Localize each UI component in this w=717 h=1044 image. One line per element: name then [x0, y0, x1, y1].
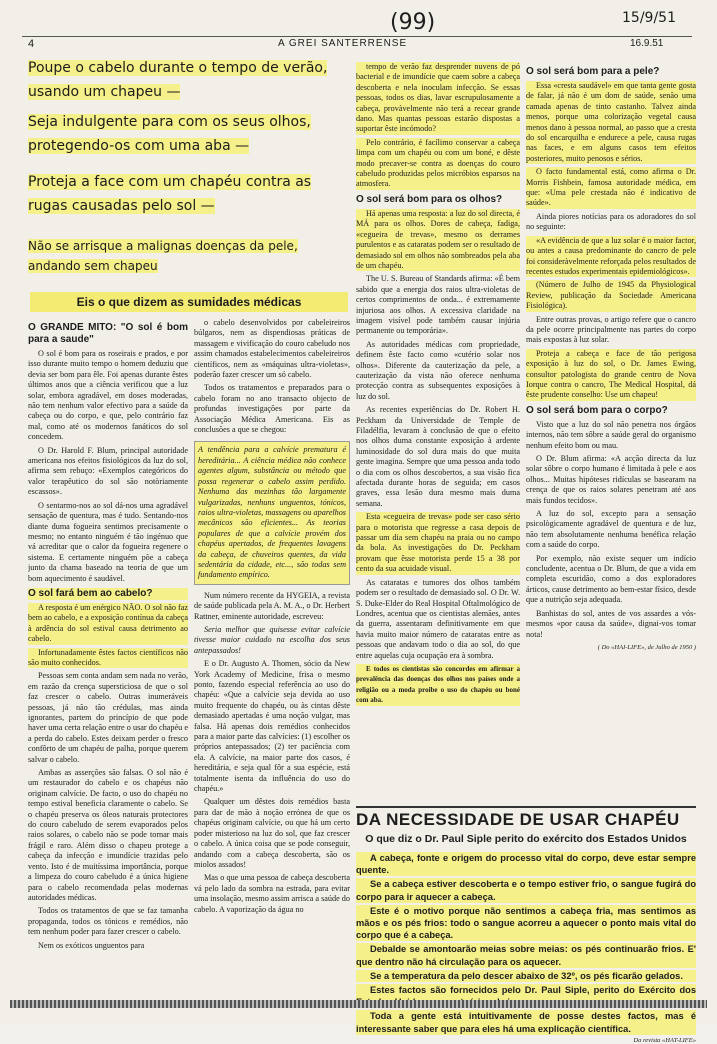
- heading-hair: O sol fará bem ao cabelo?: [28, 588, 188, 600]
- issue-date: 16.9.51: [630, 38, 664, 49]
- paragraph: Há apenas uma resposta: a luz do sol directa, é MÁ para os olhos. Dores de cabeça, fadiga, «cegueira de trevas», mesmo os derrames purulentos e as cataratas podem ser o resultado de demasiado sol em olhos não sombreados pela aba de um chapéu.: [356, 208, 520, 270]
- handwritten-line-4: Não se arrisque a malignas doenças da pele, andando sem chapeu: [28, 239, 298, 273]
- paragraph: A cabeça, fonte e origem do processo vital do corpo, deve estar sempre quente.: [356, 853, 696, 876]
- heading-skin: O sol será bom para a pele?: [526, 66, 660, 77]
- paragraph: Infortunadamente êstes factos científicos não são muito conhecidos.: [28, 647, 188, 667]
- paragraph: Pessoas sem conta andam sem nada no verão, em razão da crença supersticiosa de que o sol faz crescer o cabelo. Outras inumeráveis pessoas, já não tão crédulas, mas ainda ignorantes, partem do princípio de que pode haver uma certa relação entre o usar do chapéu e a perda do cabelo. Estes deixam perder o fresco confôrto de um chapéu de palha, porque querem salvar o cabelo.: [28, 671, 188, 764]
- newspaper-title: A GREI SANTERRENSE: [278, 38, 408, 49]
- paragraph: As cataratas e tumores dos olhos também podem ser o resultado de demasiado sol. O Dr. W. S. Duke-Elder do Real Hospital Oftalmológico de Londres, acentua que os cientistas alemães, antes da guerra, assentaram definitivamente em que havia muito maior número de cataratas entre as pessoas que andavam todo o dia ao sol, do que entre aquelas cuja ocupação era à sombra.: [356, 577, 520, 660]
- hat-article-subtitle: O que diz o Dr. Paul Siple perito do exército dos Estados Unidos: [365, 833, 687, 845]
- note: E todos os cientistas são concordes em afirmar a prevalência das doenças dos olhos nos países onde a religião ou a moda proibe o uso do chapéu ou boné com aba.: [356, 664, 520, 705]
- handwritten-line-2: Seja indulgente para com os seus olhos, protegendo-os com uma aba —: [28, 114, 311, 154]
- paragraph: Esta «cegueira de trevas» pode ser caso sério para o motorista que regresse a casa depois de passar um dia sem chapéu na praia ou no campo da bola. As investigações do Dr. Peckham provam que êsse motorista perde 15 a 38 por cento da sua acuidade visual.: [356, 512, 520, 574]
- paragraph: Ainda piores notícias para os adoradores do sol no seguinte:: [526, 211, 696, 232]
- paragraph: O Dr. Blum afirma: «A acção directa da luz solar sôbre o corpo humano é limitada à pele e aos olhos... Muitas hipóteses ridículas se basearam na crença de que os raios solares penetram até aos mais fundos tecidos».: [526, 454, 696, 505]
- paragraph: Qualquer um dêstes dois remédios basta para dar de mão à noção errónea de que os chapéus originam calvície, ou que há um certo poder misterioso na luz do sol, que faz crescer o cabelo. A única coisa que se pode conseguir, andando com a cabeça descoberta, são os miolos assados!: [194, 797, 350, 869]
- paragraph: Visto que a luz do sol não penetra nos órgãos internos, não tem sôbre a saúde geral do organismo nenhum efeito bom ou mau.: [526, 419, 696, 450]
- quote: Seria melhor que quisesse evitar calvície tivesse maior cuidado na escolha dos seus antepassados!: [194, 624, 350, 655]
- paragraph: Por exemplo, não existe sequer um indício concludente, acentua o Dr. Blum, de que a vida em completa escuridão, como a dos exploradores árticos, cause detrimento ao bem-estar físico, desde que a nutrição seja adequada.: [526, 553, 696, 605]
- page-number: 4: [28, 38, 35, 50]
- paragraph: (Número de Julho de 1945 da Physiological Review, publicação da Sociedade Americana Fisiológica).: [526, 280, 696, 311]
- paragraph: As autoridades médicas com propriedade, definem êste facto como «cutério solar nos olhos». Diferente da cauterização da pele, a cauterização da vista não oferece nenhuma protecção contra as subsequentes exposições à luz do sol.: [356, 339, 520, 401]
- paragraph: The U. S. Bureau of Standards afirma: «É bem sabido que a energia dos raios ultra-violetas de certos comprimentos de onda... é extremamente injuriosa aos olhos. A excessiva claridade na imagem visível pode também causar injúria permanente ou temporária».: [356, 274, 520, 336]
- paragraph: A resposta é um enérgico NÃO. O sol não faz bem ao cabelo, e a exposição contínua da cabeça à ardência do sol estival causa detrimento ao cabelo.: [28, 602, 188, 644]
- paragraph: Ambas as asserções são falsas. O sol não é um restaurador do cabelo e os chapéus não originam calvície. De facto, o uso do chapéu no tempo estival beneficia claramente o cabelo. Se o chapéu preserva os óleos naturais protectores do couro cabeludo de serem evaporados pelos raios solares, o cabelo não se pode tornar mais frágil e raro. Além disso o chapeu protege a cabeça da infecção e imundície trazidas pelo vento. Isto é de muitíssima importância, porque a limpeza do couro cabeludo é a única higiene para o cabelo recomendada pelas modernas autoridades médicas.: [28, 768, 188, 902]
- paragraph: Todos os tratamentos e preparados para o cabelo foram no ano transacto objecto de profundas investigações por parte da Associação Médica Americana. Eis as conclusões a que se chegou:: [194, 383, 350, 435]
- heading-eyes: O sol será bom para os olhos?: [356, 193, 503, 205]
- paragraph: Mas o que uma pessoa de cabeça descoberta vá pelo lado da sombra na estrada, para evitar uma insolação, mesmo assim arrisca a saúde do cabelo. A vaporização da água no: [194, 873, 350, 914]
- paragraph: tempo de verão faz desprender nuvens de pó bacterial e de imundície que caem sobre a cabeça descoberta e nela inoculam infecção. Se essas pessoas, todos os dias, lavar escrupulosamente a cabeça, provàvelmente não terá a recear grande dano. Mas quantas pessoas estarão dispostas a suportar êste incómodo?: [356, 62, 520, 134]
- handwritten-line-3: Proteja a face com um chapéu contra as rugas causadas pelo sol —: [28, 174, 312, 214]
- paragraph: E o Dr. Augusto A. Thomen, sócio da New York Academy of Medicine, frisa o mesmo ponto, fazendo especial referência ao uso do chapéu: «Que a calvície seja devida ao uso muito frequente do chapéu, ou às cintas dêste demasiado apertadas é uma noção vulgar, mas falsa. Há apenas dois remédios conhecidos para a maior parte das calvícies: (1) escolher os próprios antepassados; (2) ter paciência com ela. A calvície, na maior parte dos casos, é hereditária, e seja qual fôr a sua espécie, está totalmente isenta da influência do uso do chapéu.»: [194, 659, 350, 794]
- archive-stamp-date: 15/9/51: [622, 10, 676, 26]
- paragraph: O Dr. Harold F. Blum, principal autoridade americana nos efeitos fisiológicos da luz do sol, afirma sem rebuço: «Exemplos categóricos do valor terapêutico do sol são notòriamente escassos».: [28, 445, 188, 497]
- paragraph: Toda a gente está intuitivamente de posse destes factos, mas é interessante saber que para eles há uma explicação científica.: [356, 1011, 696, 1034]
- column-2: [194, 318, 350, 998]
- bottom-border: [10, 1000, 707, 1008]
- paragraph: O sentarmo-nos ao sol dá-nos uma agradável sensação de quentura, mas é tudo. Sentando-nos diante duma fogueira sentimos precisamente o mesmo; no entanto ninguém é tão ingénuo que vá acreditar que o calor da fogueira regenere o sistema. E certamente ninguém põe a cabeça junto da chama baseado na teoria de que um bom aquecimento é saudável.: [28, 500, 188, 583]
- handwritten-line-1: Poupe o cabelo durante o tempo de verão, usando um chapeu —: [28, 60, 328, 100]
- paragraph: Nem os exóticos unguentos para: [38, 940, 145, 950]
- paragraph: Todos os tratamentos de que se faz tamanha propaganda, todos os tónicos e remédios, não tem nenhum poder para fazer crescer o cabelo.: [28, 906, 188, 937]
- paragraph: A luz do sol, excepto para a sensação psicològicamente agradável de quentura e de luz, não tem absolutamente nenhuma benéfica relação com a saúde do corpo.: [526, 509, 696, 550]
- paragraph: Proteja a cabeça e face de tão perigosa exposição à luz do sol, o Dr. James Ewing, consultor patologista do grande centro de Nova Iorque contra o cancro, The Medical Hospital, dá êste prudente conselho: Use um chapeu!: [526, 348, 696, 400]
- heading-body: O sol será bom para o corpo?: [526, 404, 668, 416]
- paragraph: o cabelo desenvolvidos por cabeleireiros búlgaros, nem as dispendiosas práticas de massagem e vivificação do couro cabeludo nos assim chamados estabelecimentos cabeleireiros científicos, nem as «máquinas ultra-violetas», poderão fazer crescer um só cabelo.: [194, 318, 350, 380]
- quote-box: A tendência para a calvície prematura é hereditária... A ciência médica não conhece agentes algum, substância ou método que possa regenerar o cabelo assim perdido. Nenhuma das mezinhas tão largamente vulgarizadas, nenhuns unguentos, tónicos, raios ultra-violetas, massagens ou aparelhos mecânicos são eficientes... As teorias populares de que a calvície provém dos chapéus apertados, de frequentes lavagens da cabeça, de chuveiros quentes, da vida sedentária da cidade, etc..., são todas sem fundamento empírico.: [194, 441, 350, 584]
- header-rule: [22, 36, 692, 37]
- paragraph: «A evidência de que a luz solar é o maior factor, ou antes a causa predominante do cancro de pele foi consideràvelmente reforçada pelos resultados de recentes estudos experimentais epidemiológicos».: [526, 235, 696, 276]
- paragraph: O sol é bom para os roseirais e prados, e por isso durante muito tempo o homem deduziu que devia ser bom para êle. Foi apenas durante êstes últimos anos que a ciência verificou que a luz solar, embora agradável, em doses moderadas, não tem nenhum valor efectivo para a saúde da cabeça ou do corpo, e que, pelo contrário faz mal, como até os modernos fanáticos do sol concedem.: [28, 349, 188, 442]
- paragraph: Estes factos são fornecidos pelo Dr. Paul Siple, perito do Exército dos: [356, 984, 696, 1008]
- paragraph: O facto fundamental está, como afirma o Dr. Morris Fishbein, famosa autoridade médica, em que: «Uma pele crestada não é indicativo de saúde».: [526, 167, 696, 208]
- archive-stamp-number: (99): [390, 10, 436, 35]
- column-3: [356, 62, 520, 802]
- section-banner: Eis o que dizem as sumidades médicas: [30, 292, 348, 312]
- hat-article: [356, 806, 696, 1044]
- paragraph: Se a temperatura da pelo descer abaixo de 32º, os pés ficarão gelados.: [356, 970, 696, 982]
- column-4: [526, 62, 696, 802]
- paragraph: Banhistas do sol, antes de vos assardes a vós-mesmos «por causa da saúde», dignai-vos tomar nota!: [526, 608, 696, 639]
- paragraph: Debalde se amontoarão meias sobre meias: os pés continuarão frios. E' que dentro não há circulação para os aquecer.: [356, 944, 696, 967]
- paragraph: Este é o motivo porque não sentimos a cabeça fria, mas sentimos as mãos e os pés frios: todo o sangue acorreu a aquecer o ponto mais vital do corpo que é a cabeça.: [356, 905, 696, 941]
- paragraph: Num número recente da HYGEIA, a revista de saúde publicada pela A. M. A., o Dr. Herbert Rattner, eminente autoridade, escreveu:: [194, 590, 350, 621]
- source-note: Da revista «HAT-LIFE»: [633, 1036, 696, 1044]
- paragraph: Pelo contrário, é facílimo conservar a cabeça limpa com um chapéu ou com um boné, e dêste modo precaver-se contra as doenças do couro cabeludo produzidas pelos micróbios esparsos na atmosfera.: [356, 137, 520, 189]
- column-1: [28, 318, 188, 998]
- paragraph: Se a cabeça estiver descoberta e o tempo estiver frio, o sangue fugirá do corpo para ir aquecer a cabeça.: [356, 879, 696, 902]
- source-note: ( Do «HAI-LIFE», de Julho de 1950 ): [597, 643, 696, 651]
- paragraph: Essa «cresta saudável» em que tanta gente gosta de falar, já não é um dom de saúde, senão uma camada apenas de tinto castanho. Talvez ainda menos, porque uma colorização vegetal causa menos dano à pessoa normal, ao passo que a cresta do sol encarquilha e endurece a pele, causa rugas nas faces, e em alguns casos tem efeitos posteriores, muito penosos e sérios.: [526, 81, 696, 163]
- hat-article-title: DA NECESSIDADE DE USAR CHAPÉU: [356, 806, 696, 830]
- heading-great-myth: O GRANDE MITO: "O sol é bom para a saude": [28, 322, 188, 345]
- paragraph: Entre outras provas, o artigo refere que o cancro da pele ocorre principalmente nas partes do corpo mais expostas à luz solar.: [526, 314, 696, 345]
- paragraph: As recentes experiências do Dr. Robert H. Peckham da Universidade de Temple de Filadélfia, levaram à conclusão de que o efeito nos olhos duma constante exposição à ardente luminosidade do sol dura mais do que muita gente imagina. Sempre que uma pessoa anda todo o dia com os olhos descobertos, a sua visão fica afectada durante horas de seguida; em casos graves, essa lesão dura mesmo mais duma semana.: [356, 405, 520, 508]
